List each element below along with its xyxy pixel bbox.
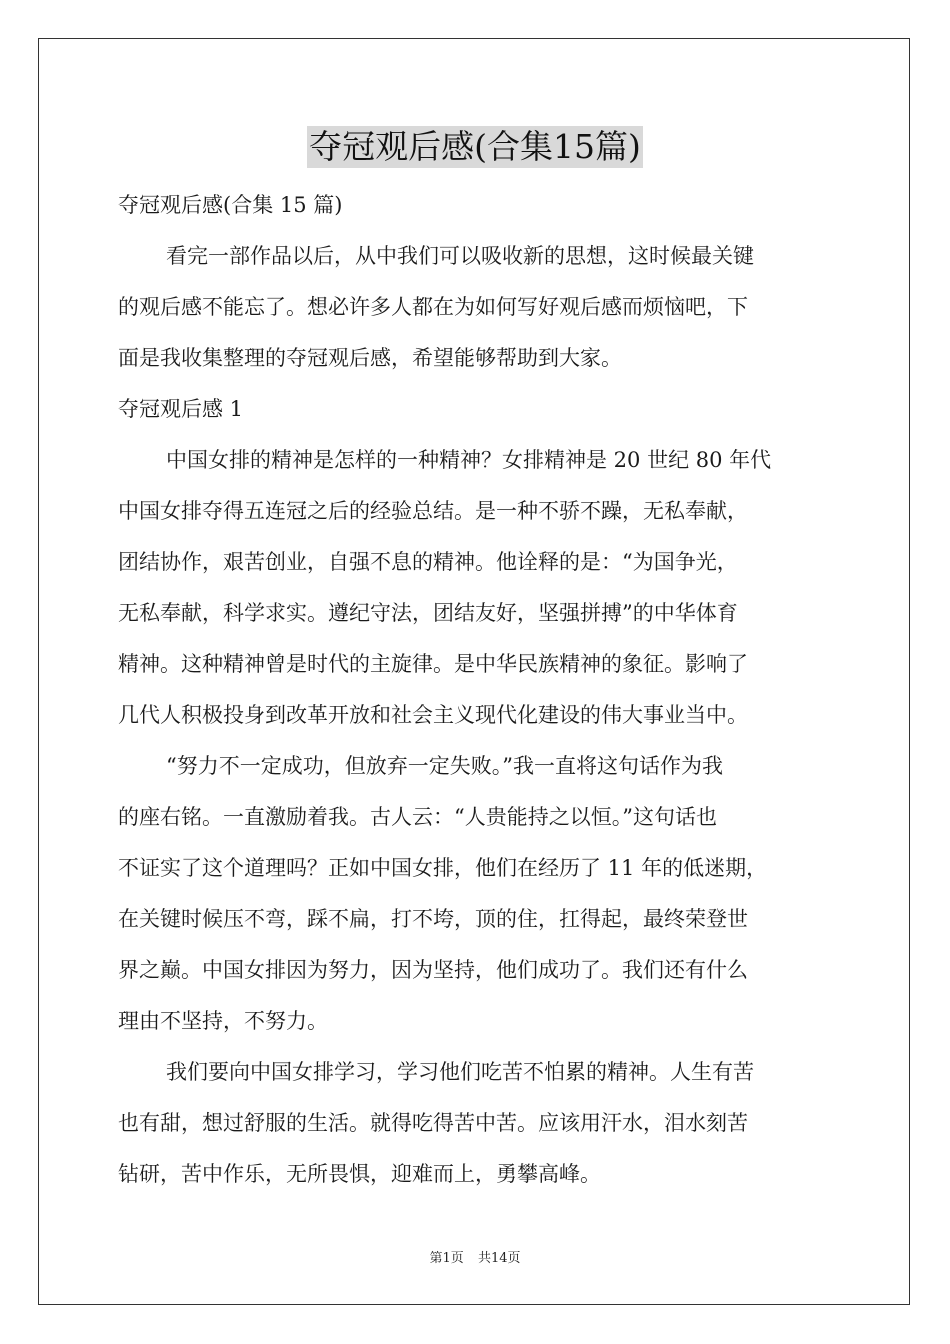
text-line: 团结协作，艰苦创业，自强不息的精神。他诠释的是：“为国争光， xyxy=(118,550,738,574)
page-total: 共14页 xyxy=(477,1251,521,1266)
text-line: 钻研，苦中作乐，无所畏惧，迎难而上，勇攀高峰。 xyxy=(118,1162,601,1186)
page-footer xyxy=(0,1247,950,1266)
text-line: 几代人积极投身到改革开放和社会主义现代化建设的伟大事业当中。 xyxy=(118,703,748,727)
text-line: “努力不一定成功，但放弃一定失败。”我一直将这句话作为我 xyxy=(166,754,723,778)
text-line: 精神。这种精神曾是时代的主旋律。是中华民族精神的象征。影响了 xyxy=(118,652,748,676)
text-line: 面是我收集整理的夺冠观后感，希望能够帮助到大家。 xyxy=(118,346,622,370)
document-title: 夺冠观后感(合集15篇) xyxy=(309,127,641,166)
text-line: 也有甜，想过舒服的生活。就得吃得苦中苦。应该用汗水，泪水刻苦 xyxy=(118,1111,748,1135)
text-line: 的观后感不能忘了。想必许多人都在为如何写好观后感而烦恼吧，下 xyxy=(118,295,748,319)
text-line: 中国女排的精神是怎样的一种精神？女排精神是 20 世纪 80 年代 xyxy=(166,448,772,472)
text-line: 的座右铭。一直激励着我。古人云：“人贵能持之以恒。”这句话也 xyxy=(118,805,717,829)
title-container xyxy=(0,126,950,168)
page-number: 第1页 xyxy=(429,1251,464,1266)
text-line: 中国女排夺得五连冠之后的经验总结。是一种不骄不躁，无私奉献， xyxy=(118,499,748,523)
text-line: 不证实了这个道理吗？正如中国女排，他们在经历了 11 年的低迷期， xyxy=(118,856,768,880)
text-line: 看完一部作品以后，从中我们可以吸收新的思想，这时候最关键 xyxy=(166,244,754,268)
document-body xyxy=(118,180,838,1200)
text-line: 理由不坚持，不努力。 xyxy=(118,1009,328,1033)
text-line: 在关键时候压不弯，踩不扁，打不垮，顶的住，扛得起，最终荣登世 xyxy=(118,907,748,931)
text-line: 夺冠观后感(合集 15 篇) xyxy=(118,193,343,217)
text-line: 界之巅。中国女排因为努力，因为坚持，他们成功了。我们还有什么 xyxy=(118,958,748,982)
text-line: 我们要向中国女排学习，学习他们吃苦不怕累的精神。人生有苦 xyxy=(166,1060,754,1084)
text-line: 夺冠观后感 1 xyxy=(118,397,244,421)
text-line: 无私奉献，科学求实。遵纪守法，团结友好，坚强拼搏”的中华体育 xyxy=(118,601,738,625)
